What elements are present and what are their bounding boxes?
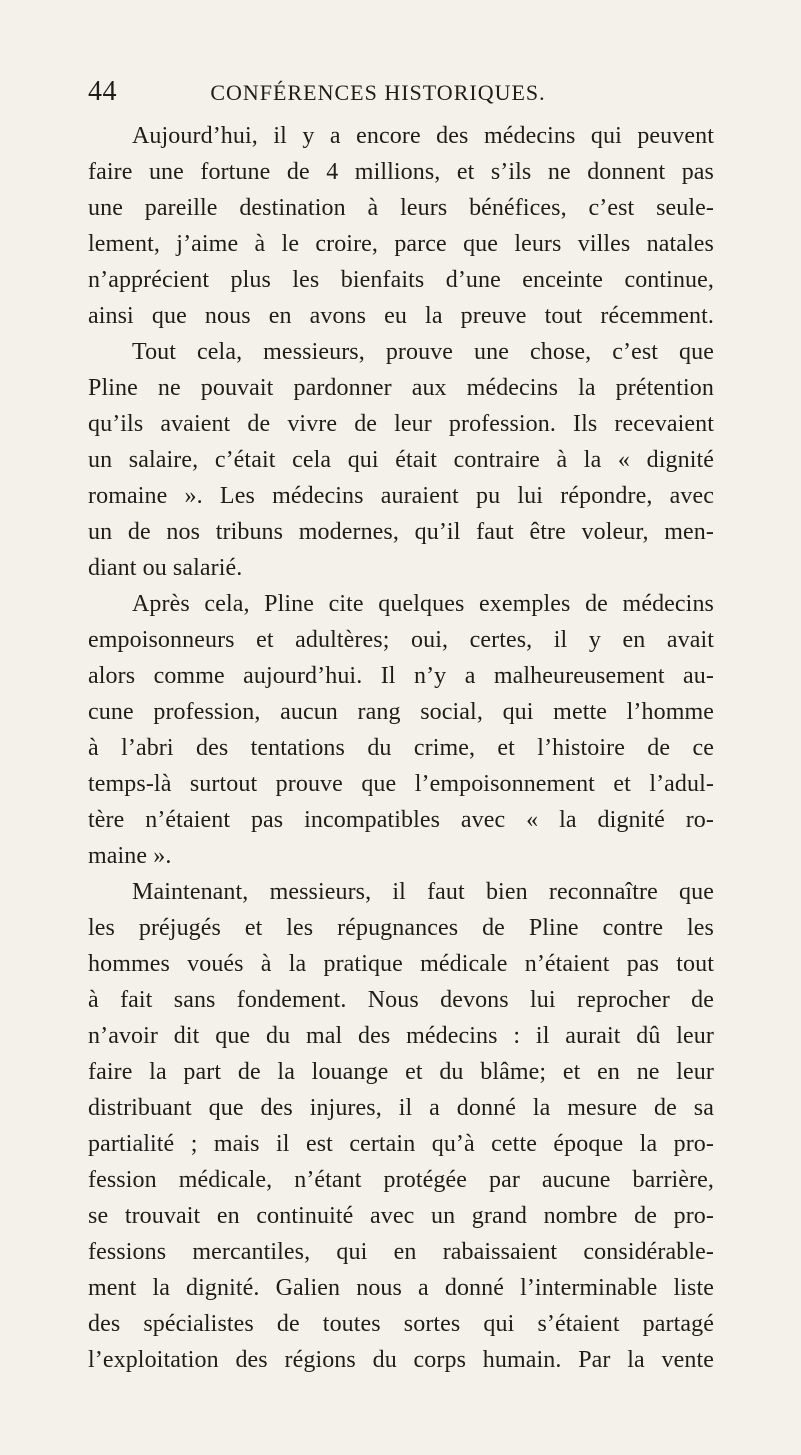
text-line: Aujourd’hui, il y a encore des médecins qui peuvent (132, 123, 714, 149)
text-line: romaine ». Les médecins auraient pu lui répondre, avec (88, 483, 714, 509)
running-title: CONFÉRENCES HISTORIQUES. (210, 80, 546, 105)
text-line: un de nos tribuns modernes, qu’il faut être voleur, men- (88, 519, 714, 545)
text-line: fession médicale, n’étant protégée par aucune barrière, (88, 1167, 714, 1193)
text-line: un salaire, c’était cela qui était contraire à la « dignité (88, 447, 714, 473)
text-line: qu’ils avaient de vivre de leur profession. Ils recevaient (88, 411, 714, 437)
text-line: Tout cela, messieurs, prouve une chose, c’est que (132, 339, 714, 365)
text-line: hommes voués à la pratique médicale n’étaient pas tout (88, 951, 714, 977)
text-line: diant ou salarié. (88, 555, 243, 581)
body-text (88, 118, 714, 1438)
text-line: cune profession, aucun rang social, qui mette l’homme (88, 699, 714, 725)
text-line: alors comme aujourd’hui. Il n’y a malheureusement au- (88, 663, 714, 689)
text-line: Maintenant, messieurs, il faut bien reconnaître que (132, 879, 714, 905)
text-line: l’exploitation des régions du corps humain. Par la vente (88, 1347, 714, 1373)
text-line: faire une fortune de 4 millions, et s’ils ne donnent pas (88, 159, 714, 185)
text-line: tère n’étaient pas incompatibles avec « la dignité ro- (88, 807, 714, 833)
text-line: ainsi que nous en avons eu la preuve tout récemment. (88, 303, 714, 329)
text-line: une pareille destination à leurs bénéfices, c’est seule- (88, 195, 714, 221)
text-line: empoisonneurs et adultères; oui, certes, il y en avait (88, 627, 714, 653)
text-line: se trouvait en continuité avec un grand nombre de pro- (88, 1203, 714, 1229)
text-line: faire la part de la louange et du blâme; et en ne leur (88, 1059, 714, 1085)
page-header (88, 76, 708, 116)
text-line: Pline ne pouvait pardonner aux médecins la prétention (88, 375, 714, 401)
text-line: temps-là surtout prouve que l’empoisonnement et l’adul- (88, 771, 714, 797)
text-line: distribuant que des injures, il a donné la mesure de sa (88, 1095, 714, 1121)
text-line: à l’abri des tentations du crime, et l’histoire de ce (88, 735, 714, 761)
text-line: ment la dignité. Galien nous a donné l’interminable liste (88, 1275, 714, 1301)
text-line: n’apprécient plus les bienfaits d’une enceinte continue, (88, 267, 714, 293)
text-line: n’avoir dit que du mal des médecins : il aurait dû leur (88, 1023, 714, 1049)
text-line: à fait sans fondement. Nous devons lui reprocher de (88, 987, 714, 1013)
text-line: fessions mercantiles, qui en rabaissaient considérable- (88, 1239, 714, 1265)
text-line: lement, j’aime à le croire, parce que leurs villes natales (88, 231, 714, 257)
text-line: des spécialistes de toutes sortes qui s’étaient partagé (88, 1311, 714, 1337)
text-line: les préjugés et les répugnances de Pline contre les (88, 915, 714, 941)
text-line: Après cela, Pline cite quelques exemples de médecins (132, 591, 714, 617)
text-line: maine ». (88, 843, 172, 869)
text-line: partialité ; mais il est certain qu’à cette époque la pro- (88, 1131, 714, 1157)
page-number: 44 (88, 76, 117, 107)
